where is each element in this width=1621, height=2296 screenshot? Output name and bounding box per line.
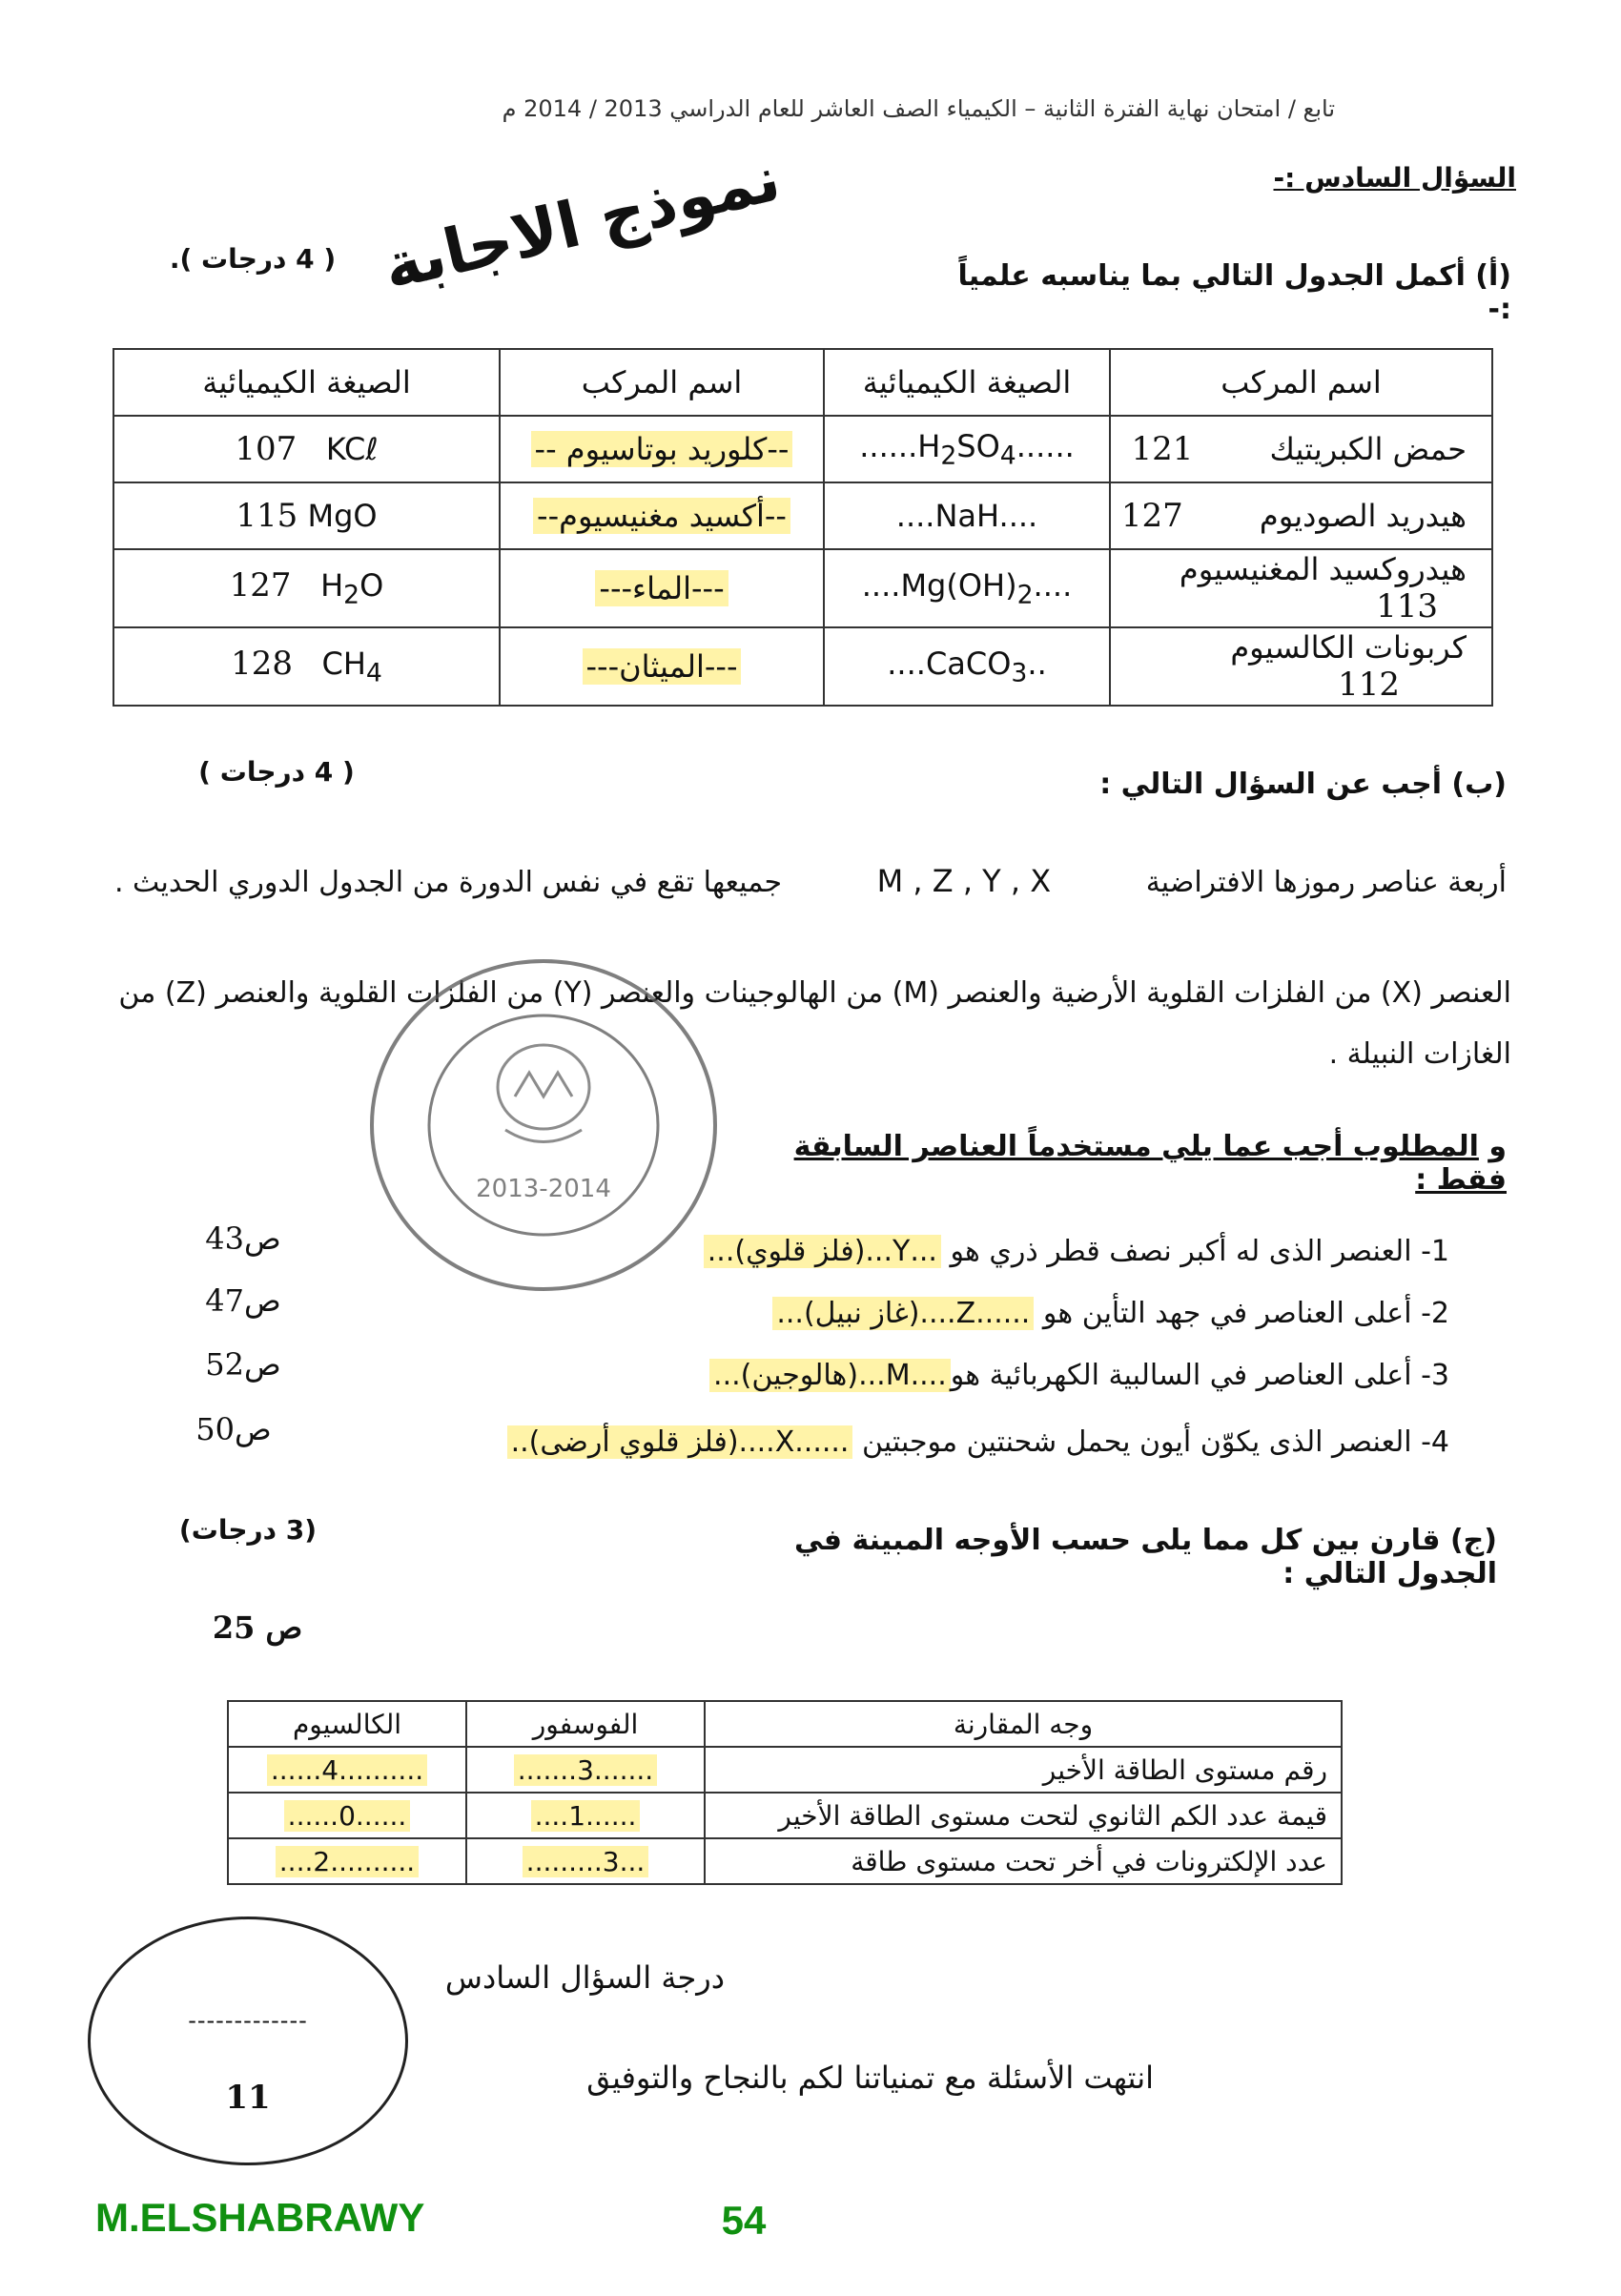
compounds-table	[113, 348, 1493, 707]
table-row: هيدروكسيد المغنيسيوم 113 $....Mg(OH)_2$.... ---الماء--- 127 $H_2O$	[113, 549, 1492, 627]
formula-cell: ....CaCO$_3$..	[824, 627, 1110, 706]
item-text: 3- أعلى العناصر في السالبية الكهربائية هو	[950, 1359, 1449, 1392]
answer-item	[572, 1297, 1449, 1330]
phosphorus-answer: ......1....	[531, 1800, 641, 1832]
table-row	[228, 1838, 1342, 1884]
formula-cell: $......H_2SO_4$......	[824, 416, 1110, 482]
closing-message: انتهت الأسئلة مع تمنياتنا لكم بالنجاح والتوفيق	[586, 2060, 1154, 2096]
question-title: السؤال السادس :-	[1273, 162, 1516, 194]
part-b-marks: ( 4 درجات )	[198, 756, 355, 788]
item-answer: ......X....(فلز قلوي أرضى)..	[507, 1425, 853, 1459]
table-header-row	[228, 1701, 1342, 1747]
header-aspect: وجه المقارنة	[705, 1701, 1342, 1747]
intro-prefix: أربعة عناصر رموزها الافتراضية	[1145, 866, 1507, 899]
page-ref: 115	[236, 497, 298, 535]
item-text: 1- العنصر الذى له أكبر نصف قطر ذري هو	[940, 1235, 1449, 1268]
compound-name: حمض الكبريتيك	[1269, 431, 1467, 467]
compound-name: كربونات الكالسيوم	[1230, 629, 1467, 666]
page-ref: 112	[1338, 666, 1400, 704]
exam-info: تابع / امتحان نهاية الفترة الثانية – الكيمياء الصف العاشر للعام الدراسي 2013 / 2014 م	[502, 95, 1335, 122]
compound-name: هيدريد الصوديوم	[1259, 498, 1467, 534]
part-b-prompt: (ب) أجب عن السؤال التالي :	[1099, 768, 1507, 801]
instruction-text: المطلوب أجب عما يلي مستخدماً العناصر السابقة فقط :	[793, 1130, 1507, 1197]
table-row	[113, 416, 1492, 482]
page-ref: ص43	[205, 1220, 281, 1257]
instruction-prefix: و	[1478, 1130, 1507, 1163]
formula-cell: ....NaH....	[824, 482, 1110, 549]
calcium-answer: ..........2....	[276, 1846, 419, 1877]
header-phosphorus: الفوسفور	[466, 1701, 705, 1747]
page-ref: 121	[1131, 430, 1194, 468]
compound-name-answer: ---الميثان---	[583, 648, 742, 685]
aspect-cell: عدد الإلكترونات في أخر تحت مستوى طاقة	[705, 1838, 1342, 1884]
official-stamp	[362, 953, 725, 1297]
page-ref: 128	[231, 645, 293, 684]
part-c-prompt: (ج) قارن بين كل مما يلى حسب الأوجه المبينة في الجدول التالي :	[794, 1524, 1497, 1590]
page-number: 54	[721, 2198, 767, 2243]
table-row: كربونات الكالسيوم 112 ....CaCO$_3$.. ---الميثان--- 128 $CH_4$	[113, 627, 1492, 706]
page-ref: ص52	[205, 1346, 281, 1383]
item-text: 2- أعلى العناصر في جهد التأين هو	[1034, 1297, 1449, 1330]
answer-item	[572, 1359, 1449, 1392]
table-row	[228, 1747, 1342, 1793]
item-text: 4- العنصر الذى يكوّن أيون يحمل شحنتين موجبتين	[852, 1425, 1449, 1459]
table-row	[228, 1793, 1342, 1838]
author-name: M.ELSHABRAWY	[95, 2195, 425, 2240]
header-formula: الصيغة الكيميائية	[824, 349, 1110, 416]
page-ref: 107	[235, 430, 298, 468]
compound-name-answer: ---الماء---	[595, 570, 728, 606]
calcium-answer: ..........4......	[267, 1754, 427, 1786]
part-b-intro	[95, 863, 1507, 899]
item-answer: ....M...(هالوجين)...	[709, 1359, 951, 1392]
element-symbols: M , Z , Y , X	[876, 863, 1052, 899]
page-ref: ص47	[205, 1282, 281, 1319]
header-compound-name: اسم المركب	[500, 349, 824, 416]
compound-name-answer: --أكسيد مغنيسيوم--	[533, 498, 790, 534]
score-circle	[88, 1917, 408, 2165]
calcium-answer: ......0......	[284, 1800, 411, 1832]
table-header-row	[113, 349, 1492, 416]
formula: MgO	[307, 498, 378, 534]
aspect-cell: قيمة عدد الكم الثانوي لتحت مستوى الطاقة الأخير	[705, 1793, 1342, 1838]
table-row	[113, 482, 1492, 549]
answer-model-title: نموذج الاجابة	[376, 141, 788, 304]
formula: KCℓ	[325, 431, 379, 467]
phosphorus-answer: ...3.........	[523, 1846, 649, 1877]
compound-name: هيدروكسيد المغنيسيوم	[1179, 551, 1467, 587]
page-ref: 127	[1120, 497, 1183, 535]
part-a-prompt: (أ) أكمل الجدول التالي بما يناسبه علمياً :-	[957, 259, 1511, 326]
page-ref: 113	[1376, 587, 1438, 625]
answer-item	[420, 1425, 1449, 1459]
page-ref: ص50	[195, 1411, 272, 1447]
score-label: درجة السؤال السادس	[444, 1959, 725, 1996]
header-calcium: الكالسيوم	[228, 1701, 466, 1747]
formula-cell: $....Mg(OH)_2$....	[824, 549, 1110, 627]
part-b-description: العنصر (X) من الفلزات القلوية الأرضية والعنصر (M) من الهالوجينات والعنصر (Y) من الفلزات القلوية والعنصر (Z) من الغازات النبيلة .	[118, 976, 1511, 1071]
part-a-marks: ( 4 درجات ).	[169, 243, 337, 275]
header-compound-name: اسم المركب	[1110, 349, 1492, 416]
item-answer: ...Y...(فلز قلوي)...	[704, 1235, 941, 1268]
item-answer: ......Z....(غاز نبيل)...	[772, 1297, 1034, 1330]
comparison-table	[227, 1700, 1343, 1885]
page-ref: 127	[229, 566, 292, 605]
header-formula: الصيغة الكيميائية	[113, 349, 500, 416]
intro-suffix: جميعها تقع في نفس الدورة من الجدول الدوري الحديث .	[113, 866, 783, 899]
score-total: 11	[225, 2079, 271, 2117]
score-dashes: -------------	[188, 2007, 308, 2034]
stamp-year: 2013-2014	[476, 1175, 611, 1203]
part-b-instruction	[763, 1130, 1507, 1197]
page-ref: ص 25	[212, 1609, 303, 1646]
phosphorus-answer: .......3.......	[514, 1754, 657, 1786]
compound-name-answer: --كلوريد بوتاسيوم --	[531, 431, 793, 467]
aspect-cell: رقم مستوى الطاقة الأخير	[705, 1747, 1342, 1793]
part-c-marks: (3 درجات)	[178, 1514, 318, 1546]
